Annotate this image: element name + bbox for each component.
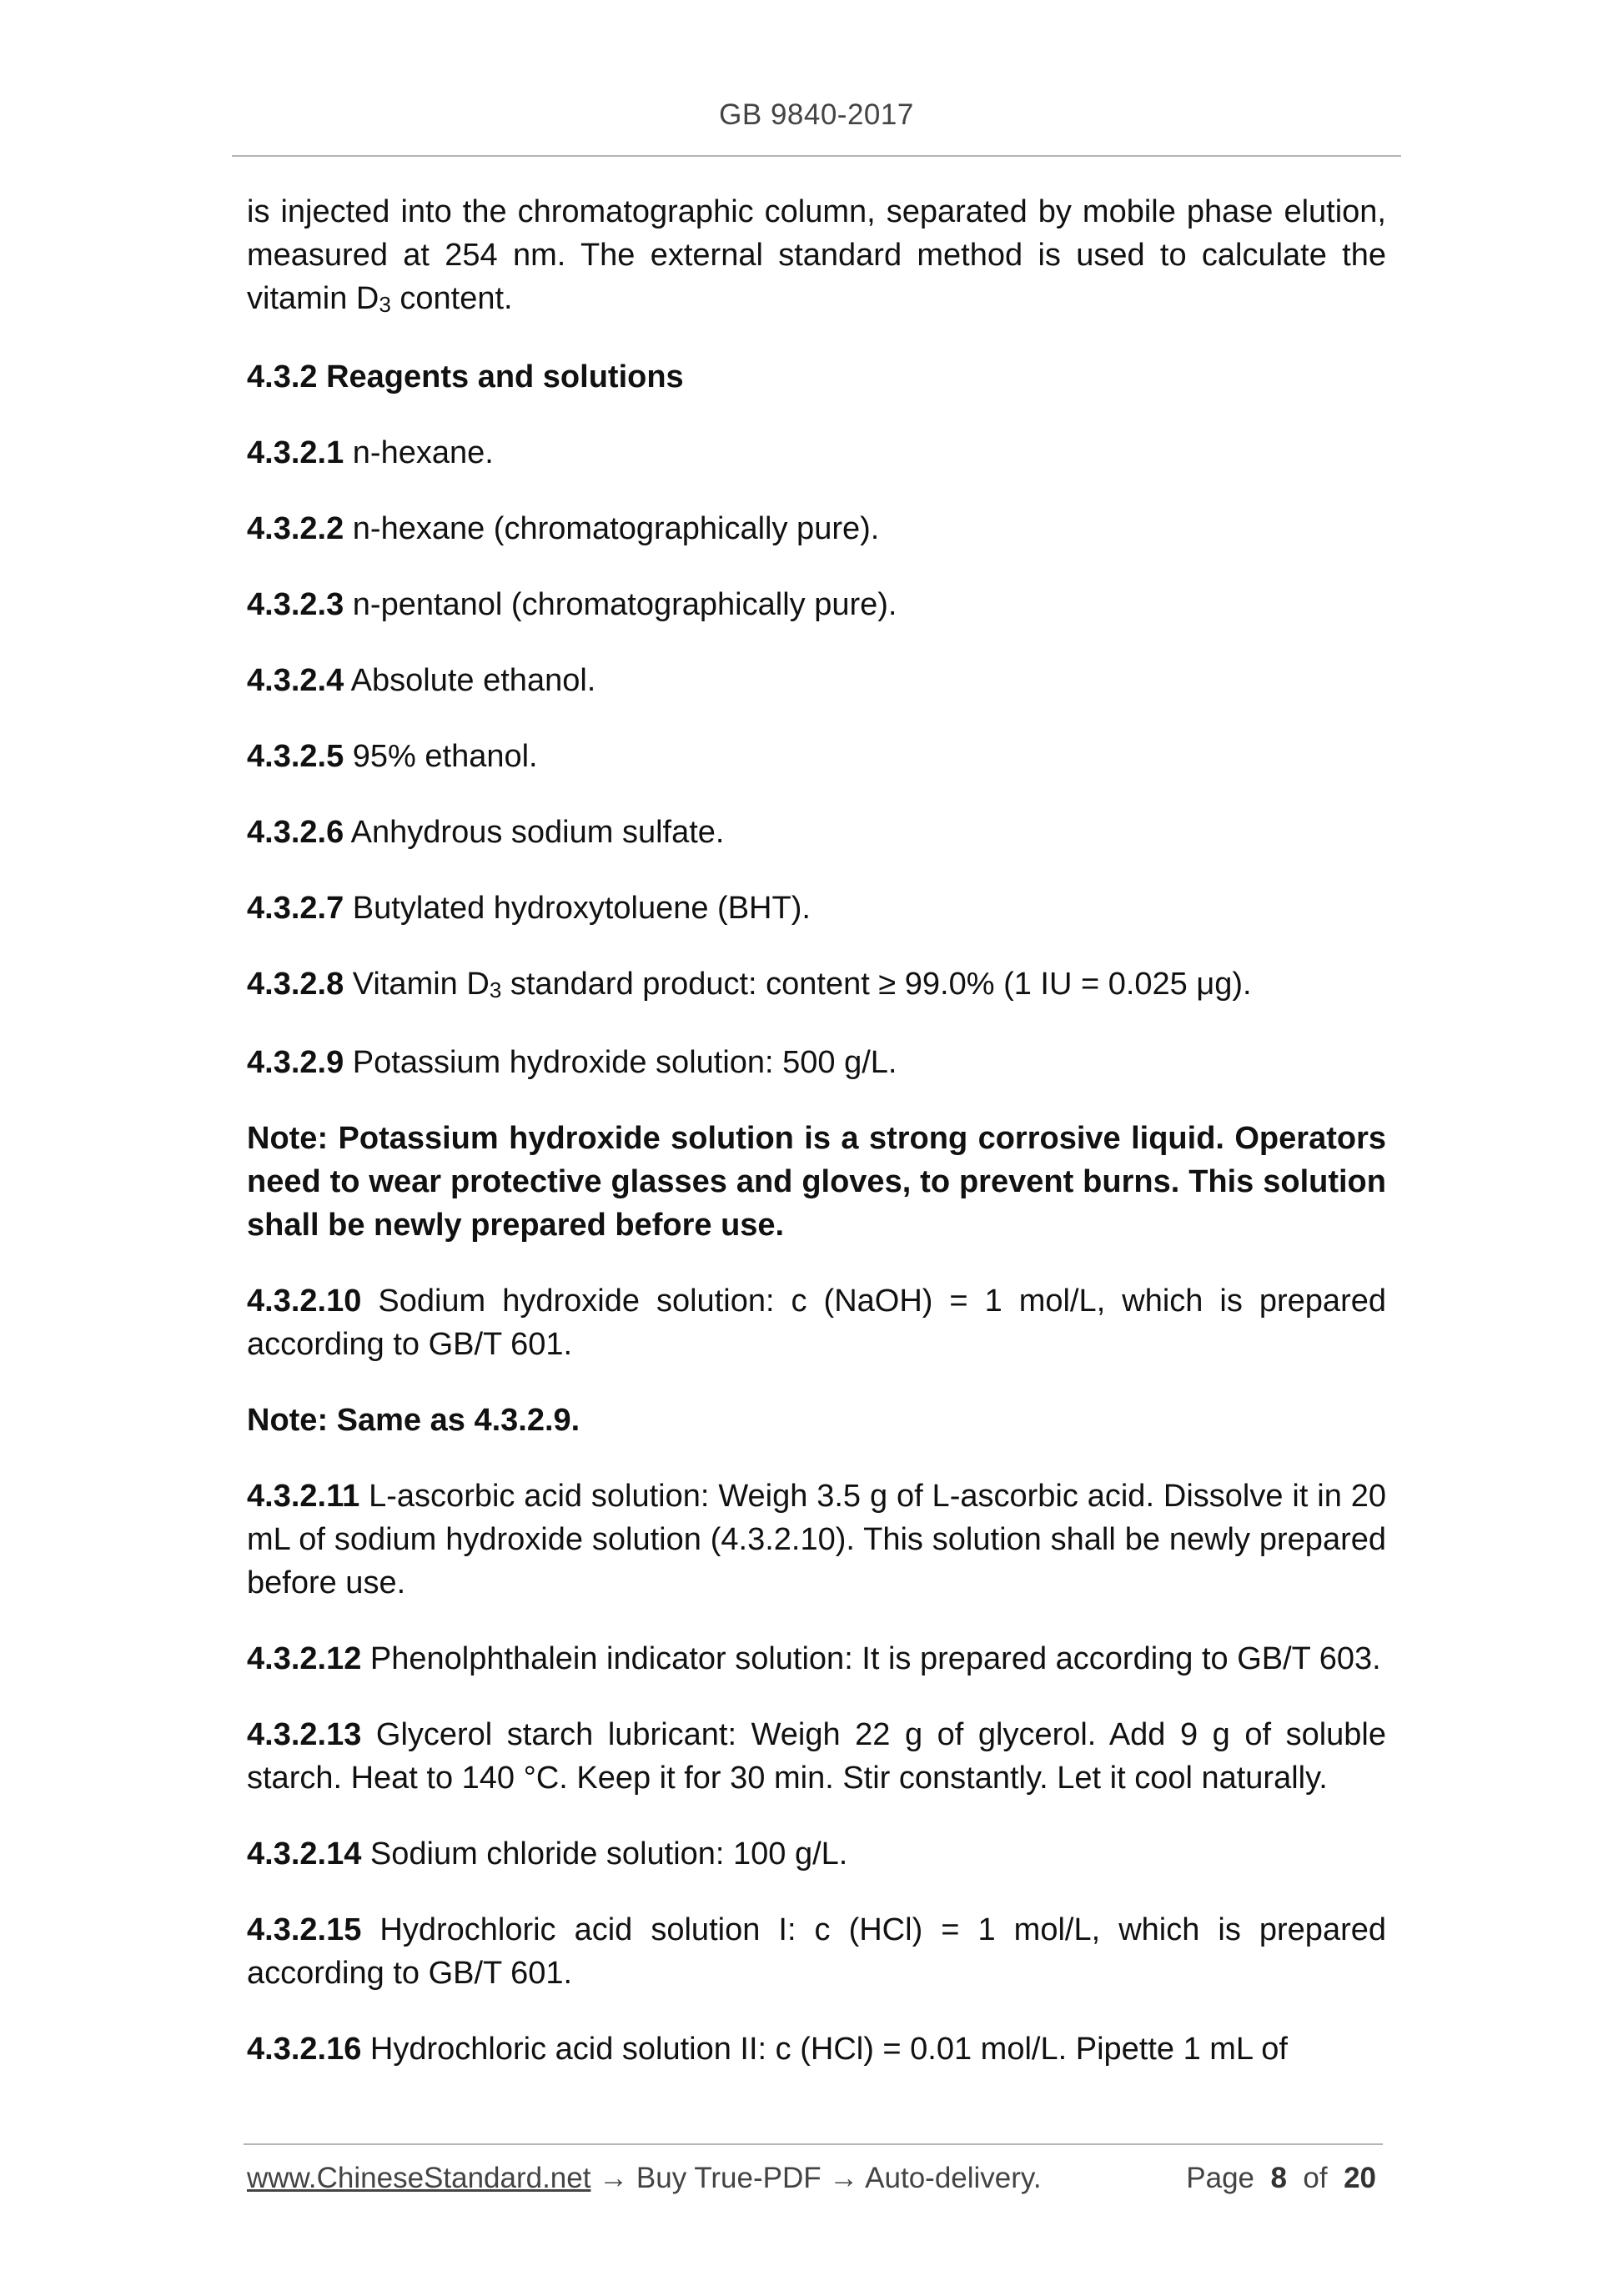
reagent-item [247,1908,1386,1995]
page-of: of [1303,2162,1328,2194]
subscript: 3 [379,292,391,317]
website-link[interactable]: www.ChineseStandard.net [247,2162,591,2194]
reagent-item [247,431,1386,475]
clause-number: 4.3.2.9 [247,1045,344,1080]
reagent-item [247,583,1386,626]
reagent-item [247,887,1386,930]
document-body [247,190,1386,2103]
reagent-item [247,735,1386,778]
reagent-item [247,2027,1386,2071]
safety-note: Note: Same as 4.3.2.9. [247,1403,580,1438]
clause-number: 4.3.2.10 [247,1284,362,1319]
clause-number: 4.3.2.16 [247,2032,362,2067]
clause-text: Phenolphthalein indicator solution: It is prepared according to GB/T 603. [361,1641,1381,1676]
clause-text: n-hexane (chromatographically pure). [344,511,880,546]
clause-text: Anhydrous sodium sulfate. [344,815,725,850]
page-total: 20 [1344,2162,1376,2194]
clause-number: 4.3.2.8 [247,967,344,1002]
clause-text: n-hexane. [344,435,494,470]
document-header [232,98,1401,132]
clause-number: 4.3.2.4 [247,663,344,698]
section-heading: 4.3.2 Reagents and solutions [247,359,684,394]
page-indicator [1186,2162,1376,2195]
clause-text-end: standard product: content ≥ 99.0% (1 IU = 0.025 μg). [501,967,1252,1002]
clause-number: 4.3.2.11 [247,1479,360,1514]
clause-text: Butylated hydroxytoluene (BHT). [344,891,811,926]
clause-number: 4.3.2.7 [247,891,344,926]
page-current: 8 [1270,2162,1287,2194]
reagent-item [247,1475,1386,1605]
clause-number: 4.3.2.15 [247,1912,362,1947]
reagent-item [247,962,1386,1008]
clause-number: 4.3.2.14 [247,1836,362,1871]
clause-number: 4.3.2.3 [247,587,344,622]
clause-text: Sodium chloride solution: 100 g/L. [361,1836,848,1871]
footer-promo [247,2162,1042,2195]
reagent-item [247,659,1386,702]
clause-text: Hydrochloric acid solution II: c (HCl) = 0.01 mol/L. Pipette 1 mL of [361,2032,1288,2067]
reagent-item [247,1279,1386,1366]
header-divider [232,155,1401,157]
clause-number: 4.3.2.2 [247,511,344,546]
intro-paragraph [247,190,1386,323]
reagent-item [247,1713,1386,1800]
clause-text: Hydrochloric acid solution I: c (HCl) = 1 mol/L, which is prepared according to GB/T 601. [247,1912,1386,1991]
reagent-item [247,1832,1386,1876]
intro-text-end: content. [390,281,513,316]
clause-number: 4.3.2.13 [247,1717,362,1752]
reagent-item [247,1041,1386,1084]
clause-text: Potassium hydroxide solution: 500 g/L. [344,1045,897,1080]
safety-note: Note: Potassium hydroxide solution is a strong corrosive liquid. Operators need to wear protective glasses and gloves, to prevent burns. This solution shall be newly prepared before use. [247,1121,1386,1243]
reagent-item [247,811,1386,854]
page-label: Page [1186,2162,1255,2194]
clause-number: 4.3.2.6 [247,815,344,850]
clause-text: Vitamin D [344,967,490,1002]
footer-tagline: → Buy True-PDF → Auto-delivery. [590,2162,1042,2194]
clause-text: Absolute ethanol. [344,663,596,698]
subscript: 3 [489,977,502,1002]
clause-number: 4.3.2.1 [247,435,344,470]
clause-text: L-ascorbic acid solution: Weigh 3.5 g of L-ascorbic acid. Dissolve it in 20 mL of sodium hydroxide solution (4.3.2.10). This solution shall be newly prepared before use. [247,1479,1386,1600]
standard-number: GB 9840-2017 [719,98,914,131]
clause-number: 4.3.2.12 [247,1641,362,1676]
clause-text: Glycerol starch lubricant: Weigh 22 g of glycerol. Add 9 g of soluble starch. Heat to 140 °C. Keep it for 30 min. Stir constantly. Let it cool naturally. [247,1717,1386,1796]
footer-divider [244,2143,1383,2145]
clause-text: 95% ethanol. [344,739,538,774]
intro-text: is injected into the chromatographic column, separated by mobile phase elution, measured at 254 nm. The external standard method is used to calculate the vitamin D [247,194,1386,316]
clause-number: 4.3.2.5 [247,739,344,774]
clause-text: Sodium hydroxide solution: c (NaOH) = 1 mol/L, which is prepared according to GB/T 601. [247,1284,1386,1362]
reagent-item [247,1637,1386,1681]
clause-text: n-pentanol (chromatographically pure). [344,587,897,622]
reagent-item [247,507,1386,550]
